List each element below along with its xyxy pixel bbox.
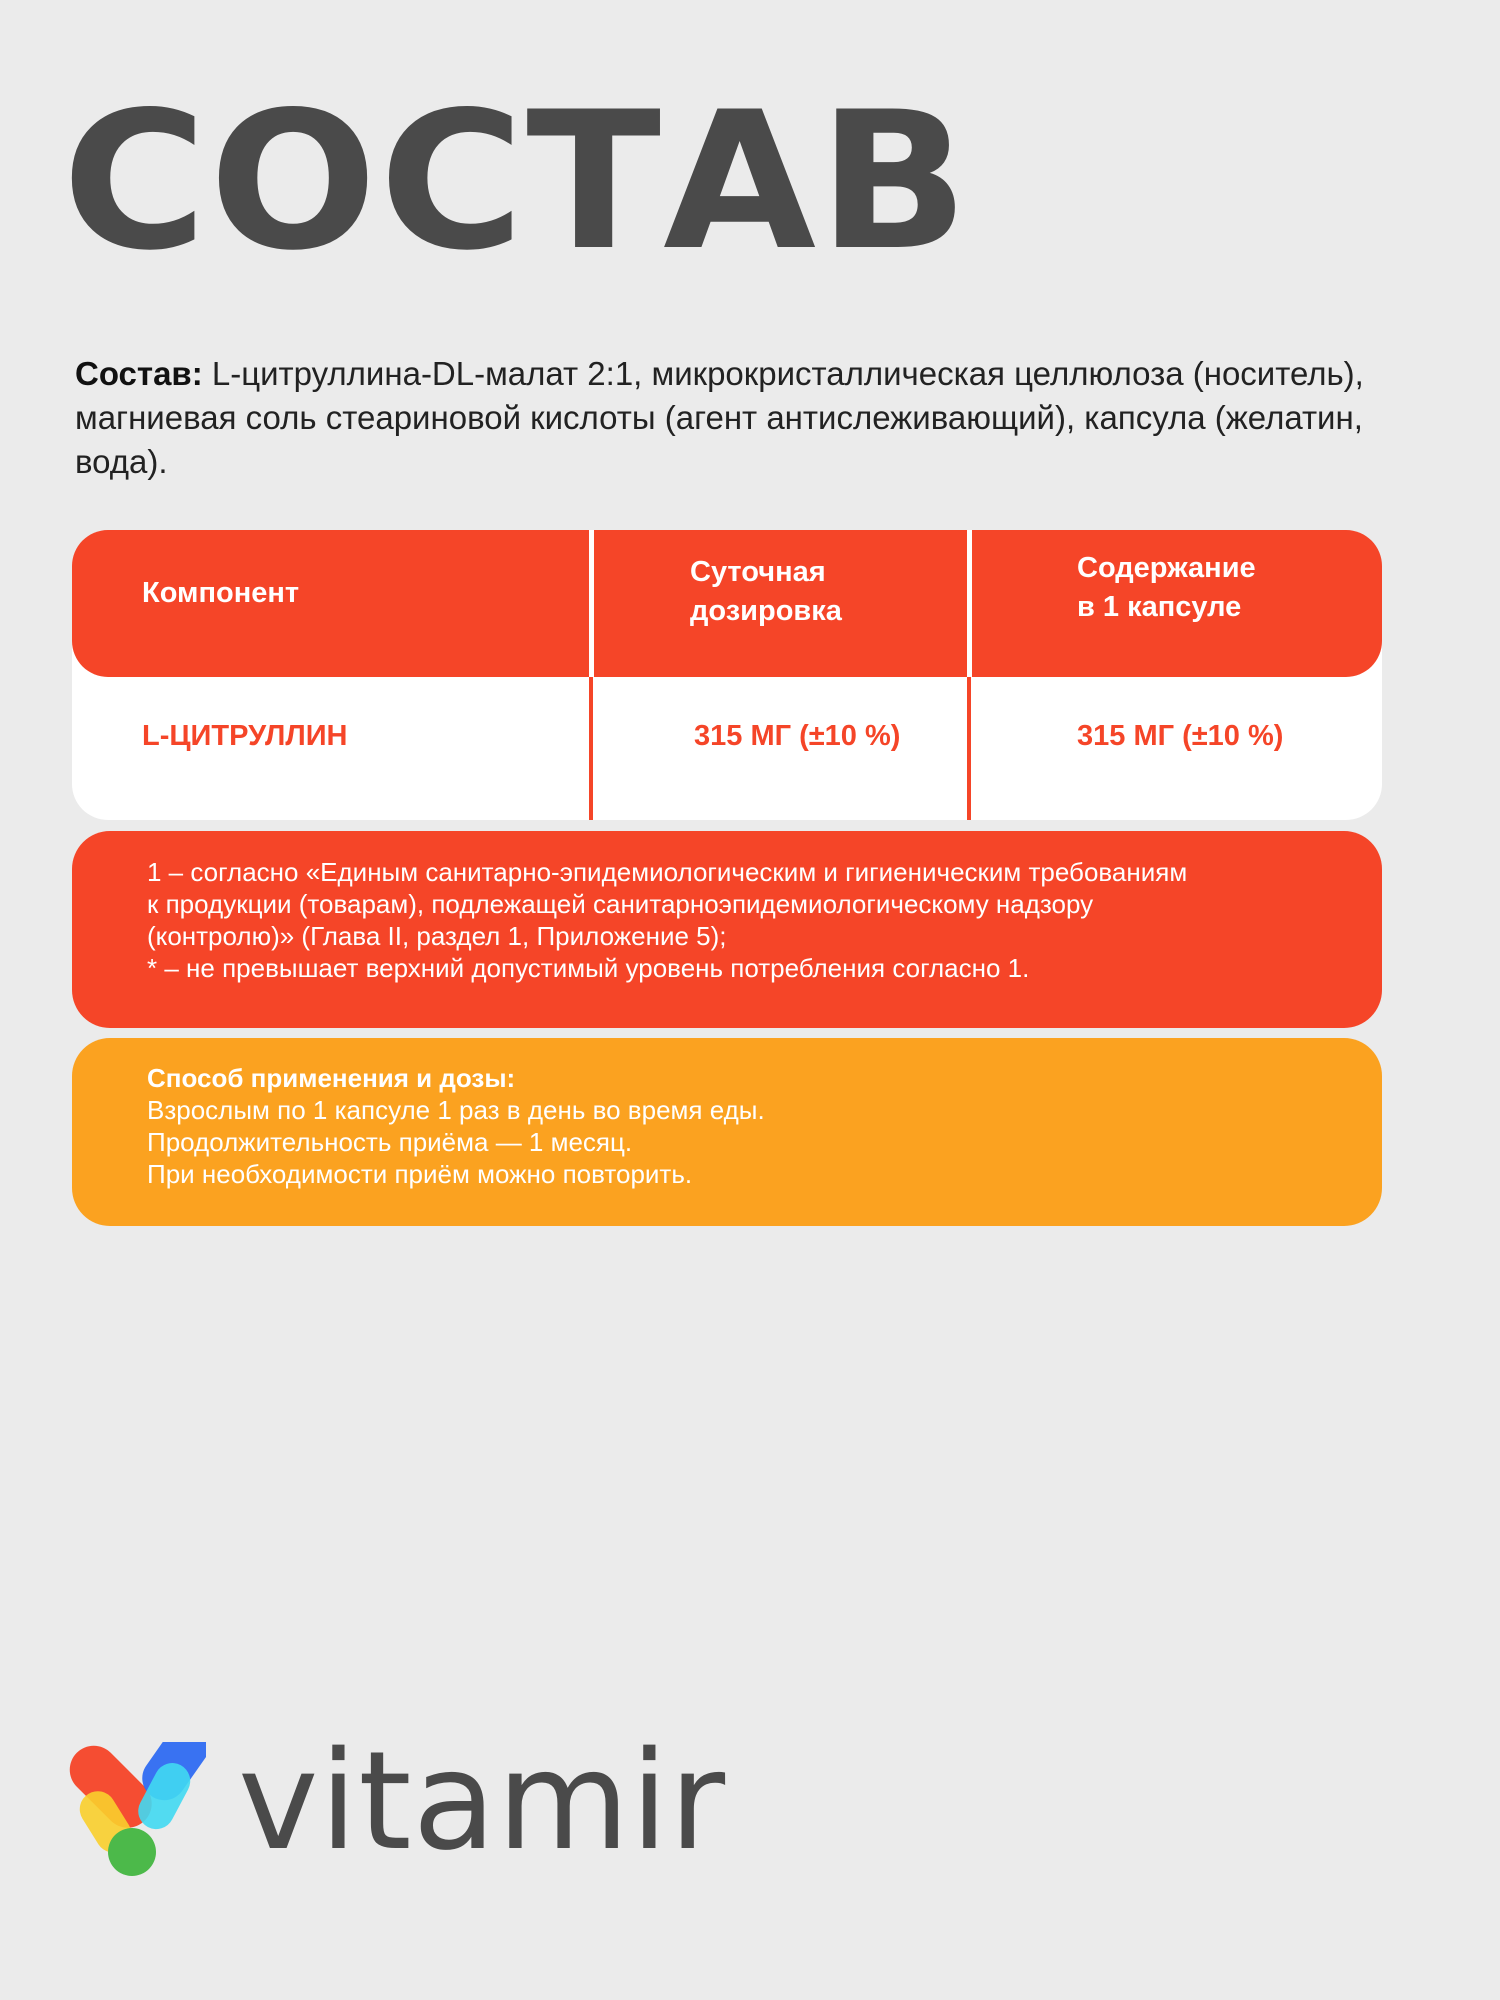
header-component: Компонент: [142, 577, 300, 609]
header-daily-line: Суточная: [690, 556, 826, 588]
logo-petal-green: [108, 1828, 156, 1876]
page-title: СОСТАВ: [62, 71, 971, 292]
composition-body: L-цитруллина-DL-малат 2:1, микрокристаллическая целлюлоза (носитель), магниевая соль стеариновой кислоты (агент антислеживающий), капсула (желатин, вода).: [75, 355, 1364, 480]
composition-label: Состав:: [75, 355, 203, 392]
header-capsule-content: [1077, 549, 1337, 627]
usage-line: Продолжительность приёма — 1 месяц.: [147, 1127, 633, 1157]
column-divider: [589, 677, 593, 820]
column-divider: [967, 677, 971, 820]
header-capsule-line: Содержание: [1077, 552, 1256, 584]
usage-heading: Способ применения и дозы:: [147, 1063, 516, 1093]
row-daily-dose: 315 МГ (±10 %): [694, 720, 901, 752]
usage-line: Взрослым по 1 капсуле 1 раз в день во время еды.: [147, 1095, 765, 1125]
header-capsule-line: в 1 капсуле: [1077, 591, 1242, 623]
footnote-line: к продукции (товарам), подлежащей санитарноэпидемиологическому надзору: [147, 889, 1094, 919]
footnote-box: [72, 831, 1382, 1028]
footnote-line: (контролю)» (Глава II, раздел 1, Приложение 5);: [147, 921, 727, 951]
usage-line: При необходимости приём можно повторить.: [147, 1159, 693, 1189]
vitamir-logo-icon: [58, 1742, 206, 1878]
usage-box: [72, 1038, 1382, 1226]
brand-name: vitamir: [238, 1723, 727, 1881]
footnote-line: * – не превышает верхний допустимый уровень потребления согласно 1.: [147, 953, 1030, 983]
header-daily-line: дозировка: [690, 595, 842, 627]
row-component: L-ЦИТРУЛЛИН: [142, 720, 348, 752]
header-daily-dose: [690, 553, 930, 631]
footnote-line: 1 – согласно «Единым санитарно-эпидемиологическим и гигиеническим требованиям: [147, 857, 1188, 887]
nutrition-table: [72, 530, 1382, 820]
row-capsule-content: 315 МГ (±10 %): [1077, 720, 1284, 752]
composition-text: [75, 352, 1395, 484]
